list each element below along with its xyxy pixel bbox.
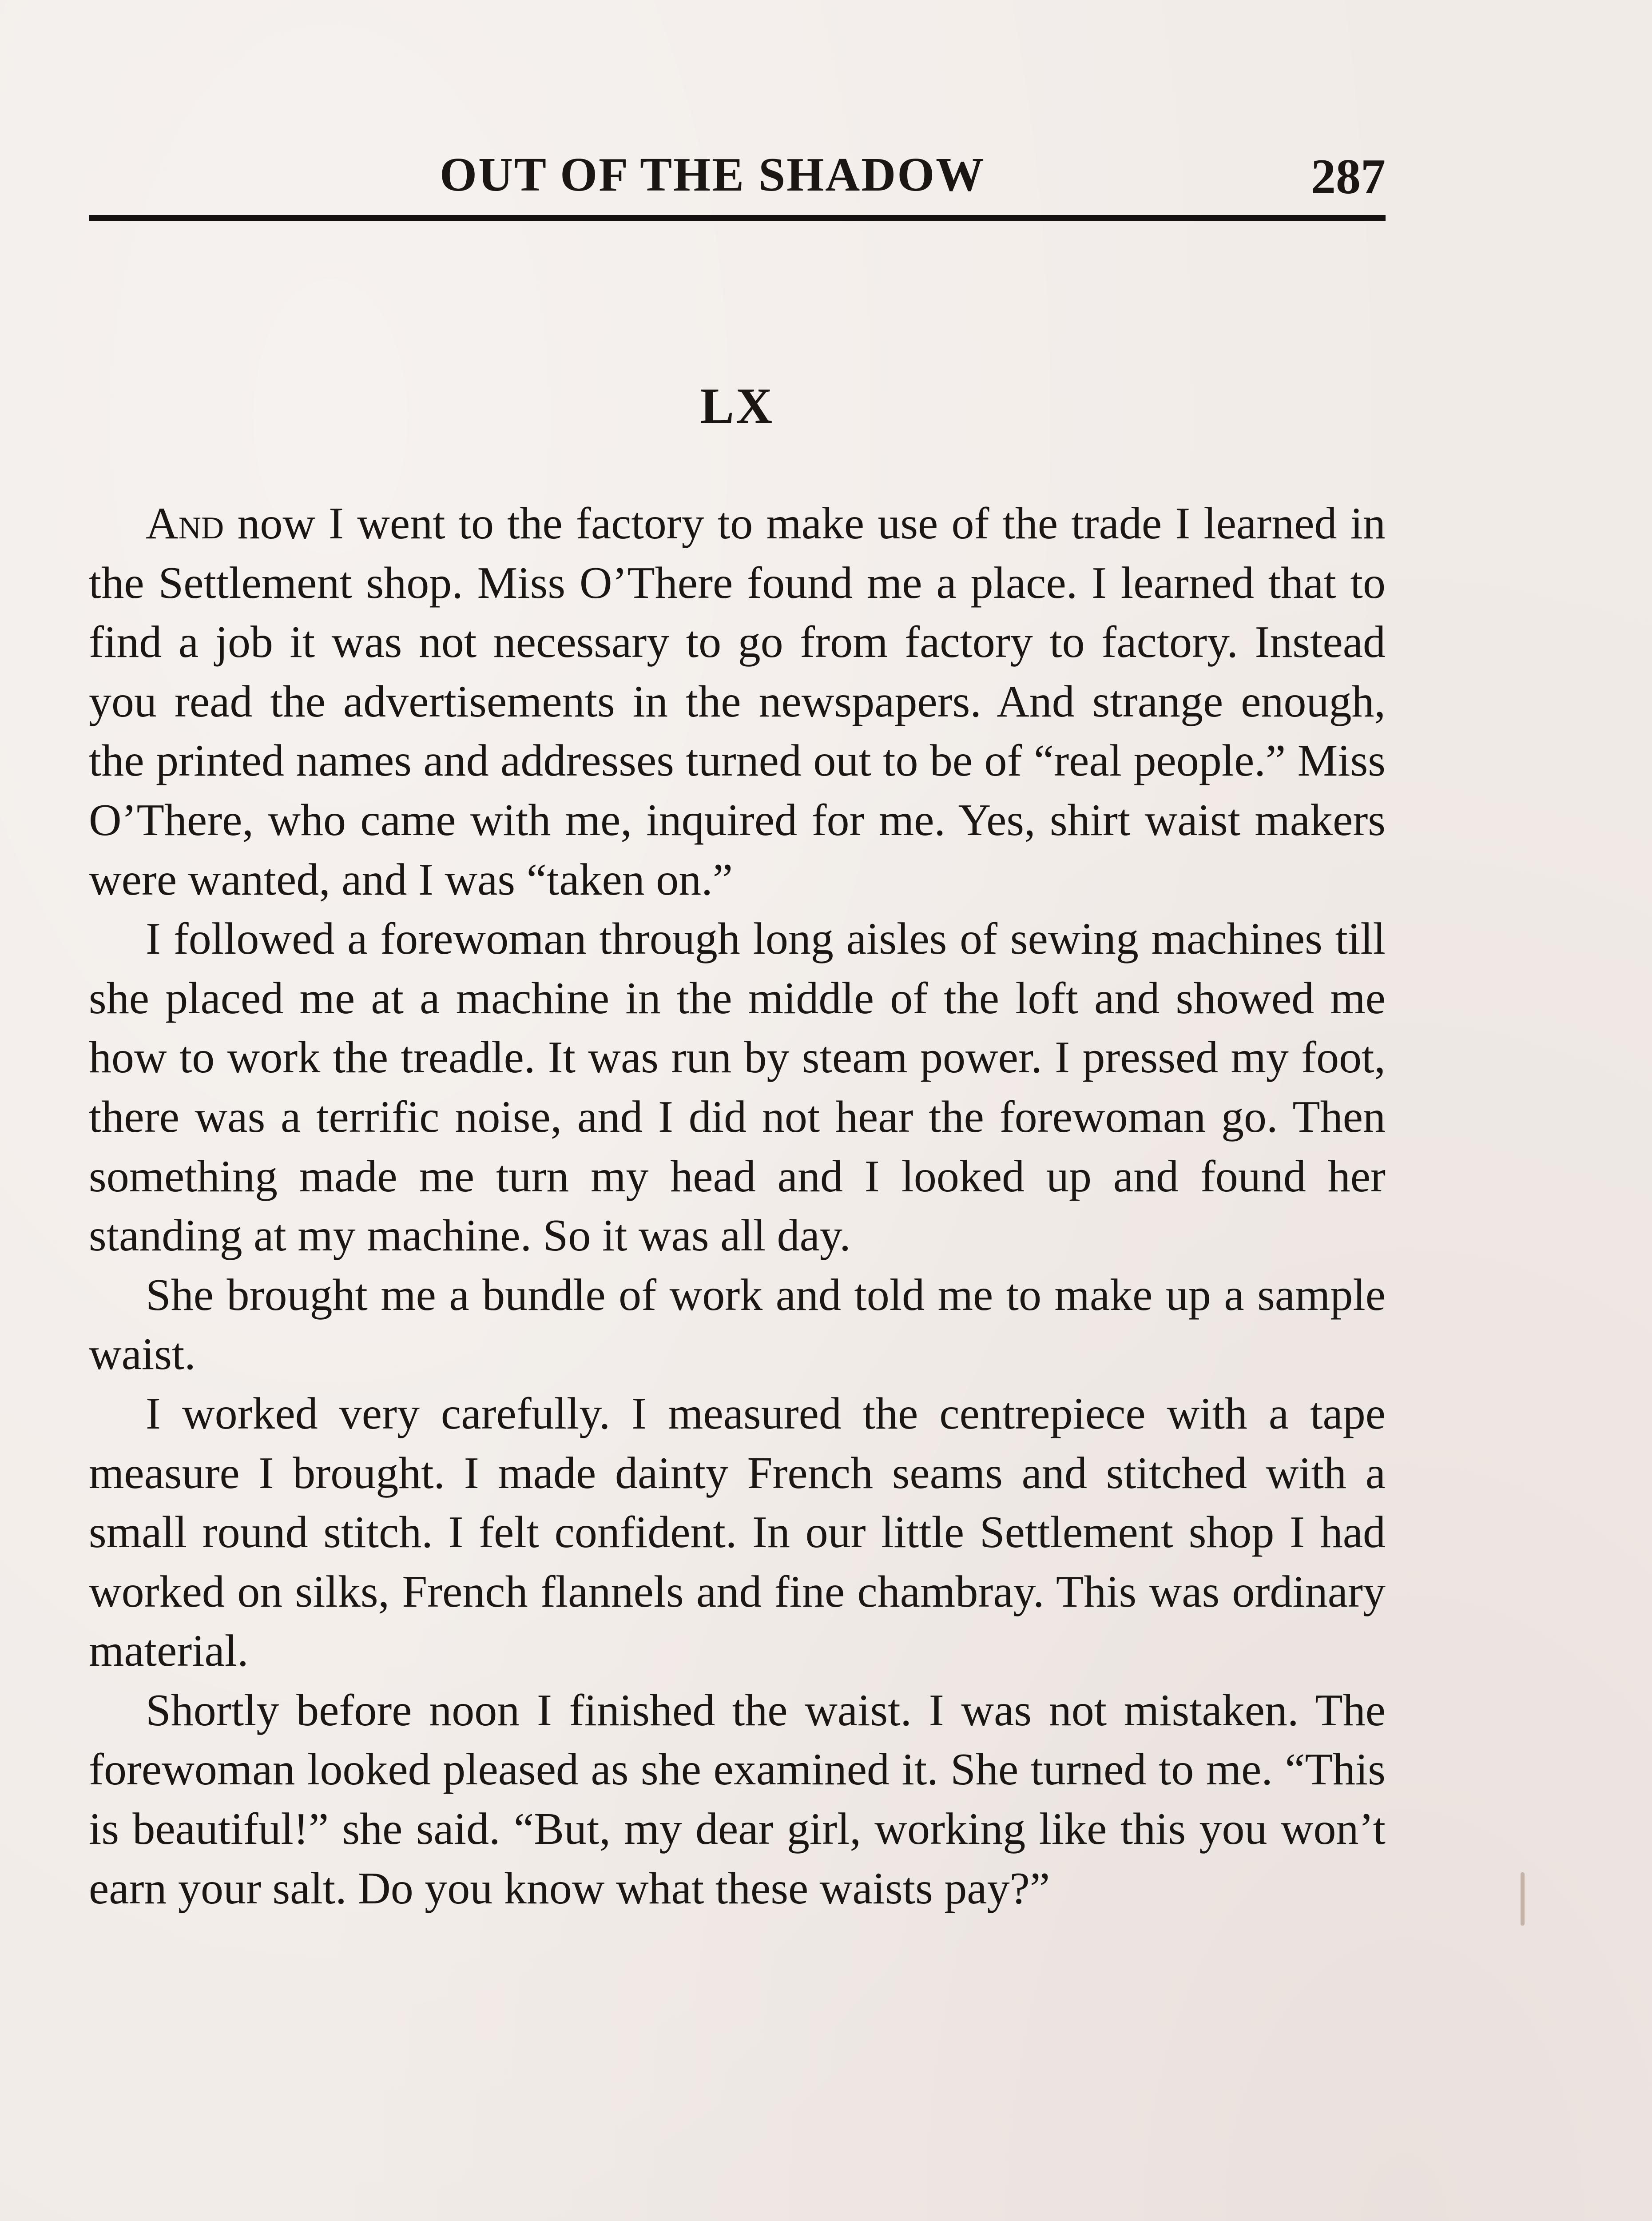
page-number: 287 — [1311, 149, 1386, 204]
chapter-number: LX — [700, 378, 774, 434]
paragraph-2: I followed a forewoman through long aisles of sewing machines till she placed me at a machine in the middle of the loft and showed me how to work the treadle. It was run by steam power. I pressed my foot, there was a terrific noise, and I did not hear the forewoman go. Then something made me turn my head and I looked up and found her standing at my machine. So it was all day. — [89, 914, 1386, 1261]
paragraph-4: I worked very carefully. I measured the centrepiece with a tape measure I brought. I made dainty French seams and stitched with a small round stitch. I felt confident. In our little Settlement shop I had worked on silks, French flannels and fine chambray. This was ordinary material. — [89, 1388, 1386, 1676]
paragraph-1-text: now I went to the factory to make use of the trade I learned in the Settlement shop. Miss O’There found me a place. I learned that to find a job it was not necessary to go from factory to factory. Instead you read the advertisements in the newspapers. And strange enough, the printed names and addresses turned out to be of “real people.” Miss O’There, who came with me, inquired for me. Yes, shirt waist makers were wanted, and I was “taken on.” — [89, 498, 1386, 905]
running-title: OUT OF THE SHADOW — [440, 148, 985, 201]
paragraph-1 — [89, 494, 1386, 909]
margin-mark — [1521, 1872, 1525, 1926]
body-text — [89, 494, 1386, 1918]
paragraph-3: She brought me a bundle of work and told me to make up a sample waist. — [89, 1270, 1386, 1380]
header-rule — [89, 215, 1386, 221]
opening-word: And — [146, 498, 224, 549]
running-head — [89, 139, 1386, 205]
paragraph-5: Shortly before noon I finished the waist. I was not mistaken. The forewoman looked pleased as she examined it. She turned to me. “This is beautiful!” she said. “But, my dear girl, working like this you won’t earn your salt. Do you know what these waists pay?” — [89, 1685, 1386, 1914]
